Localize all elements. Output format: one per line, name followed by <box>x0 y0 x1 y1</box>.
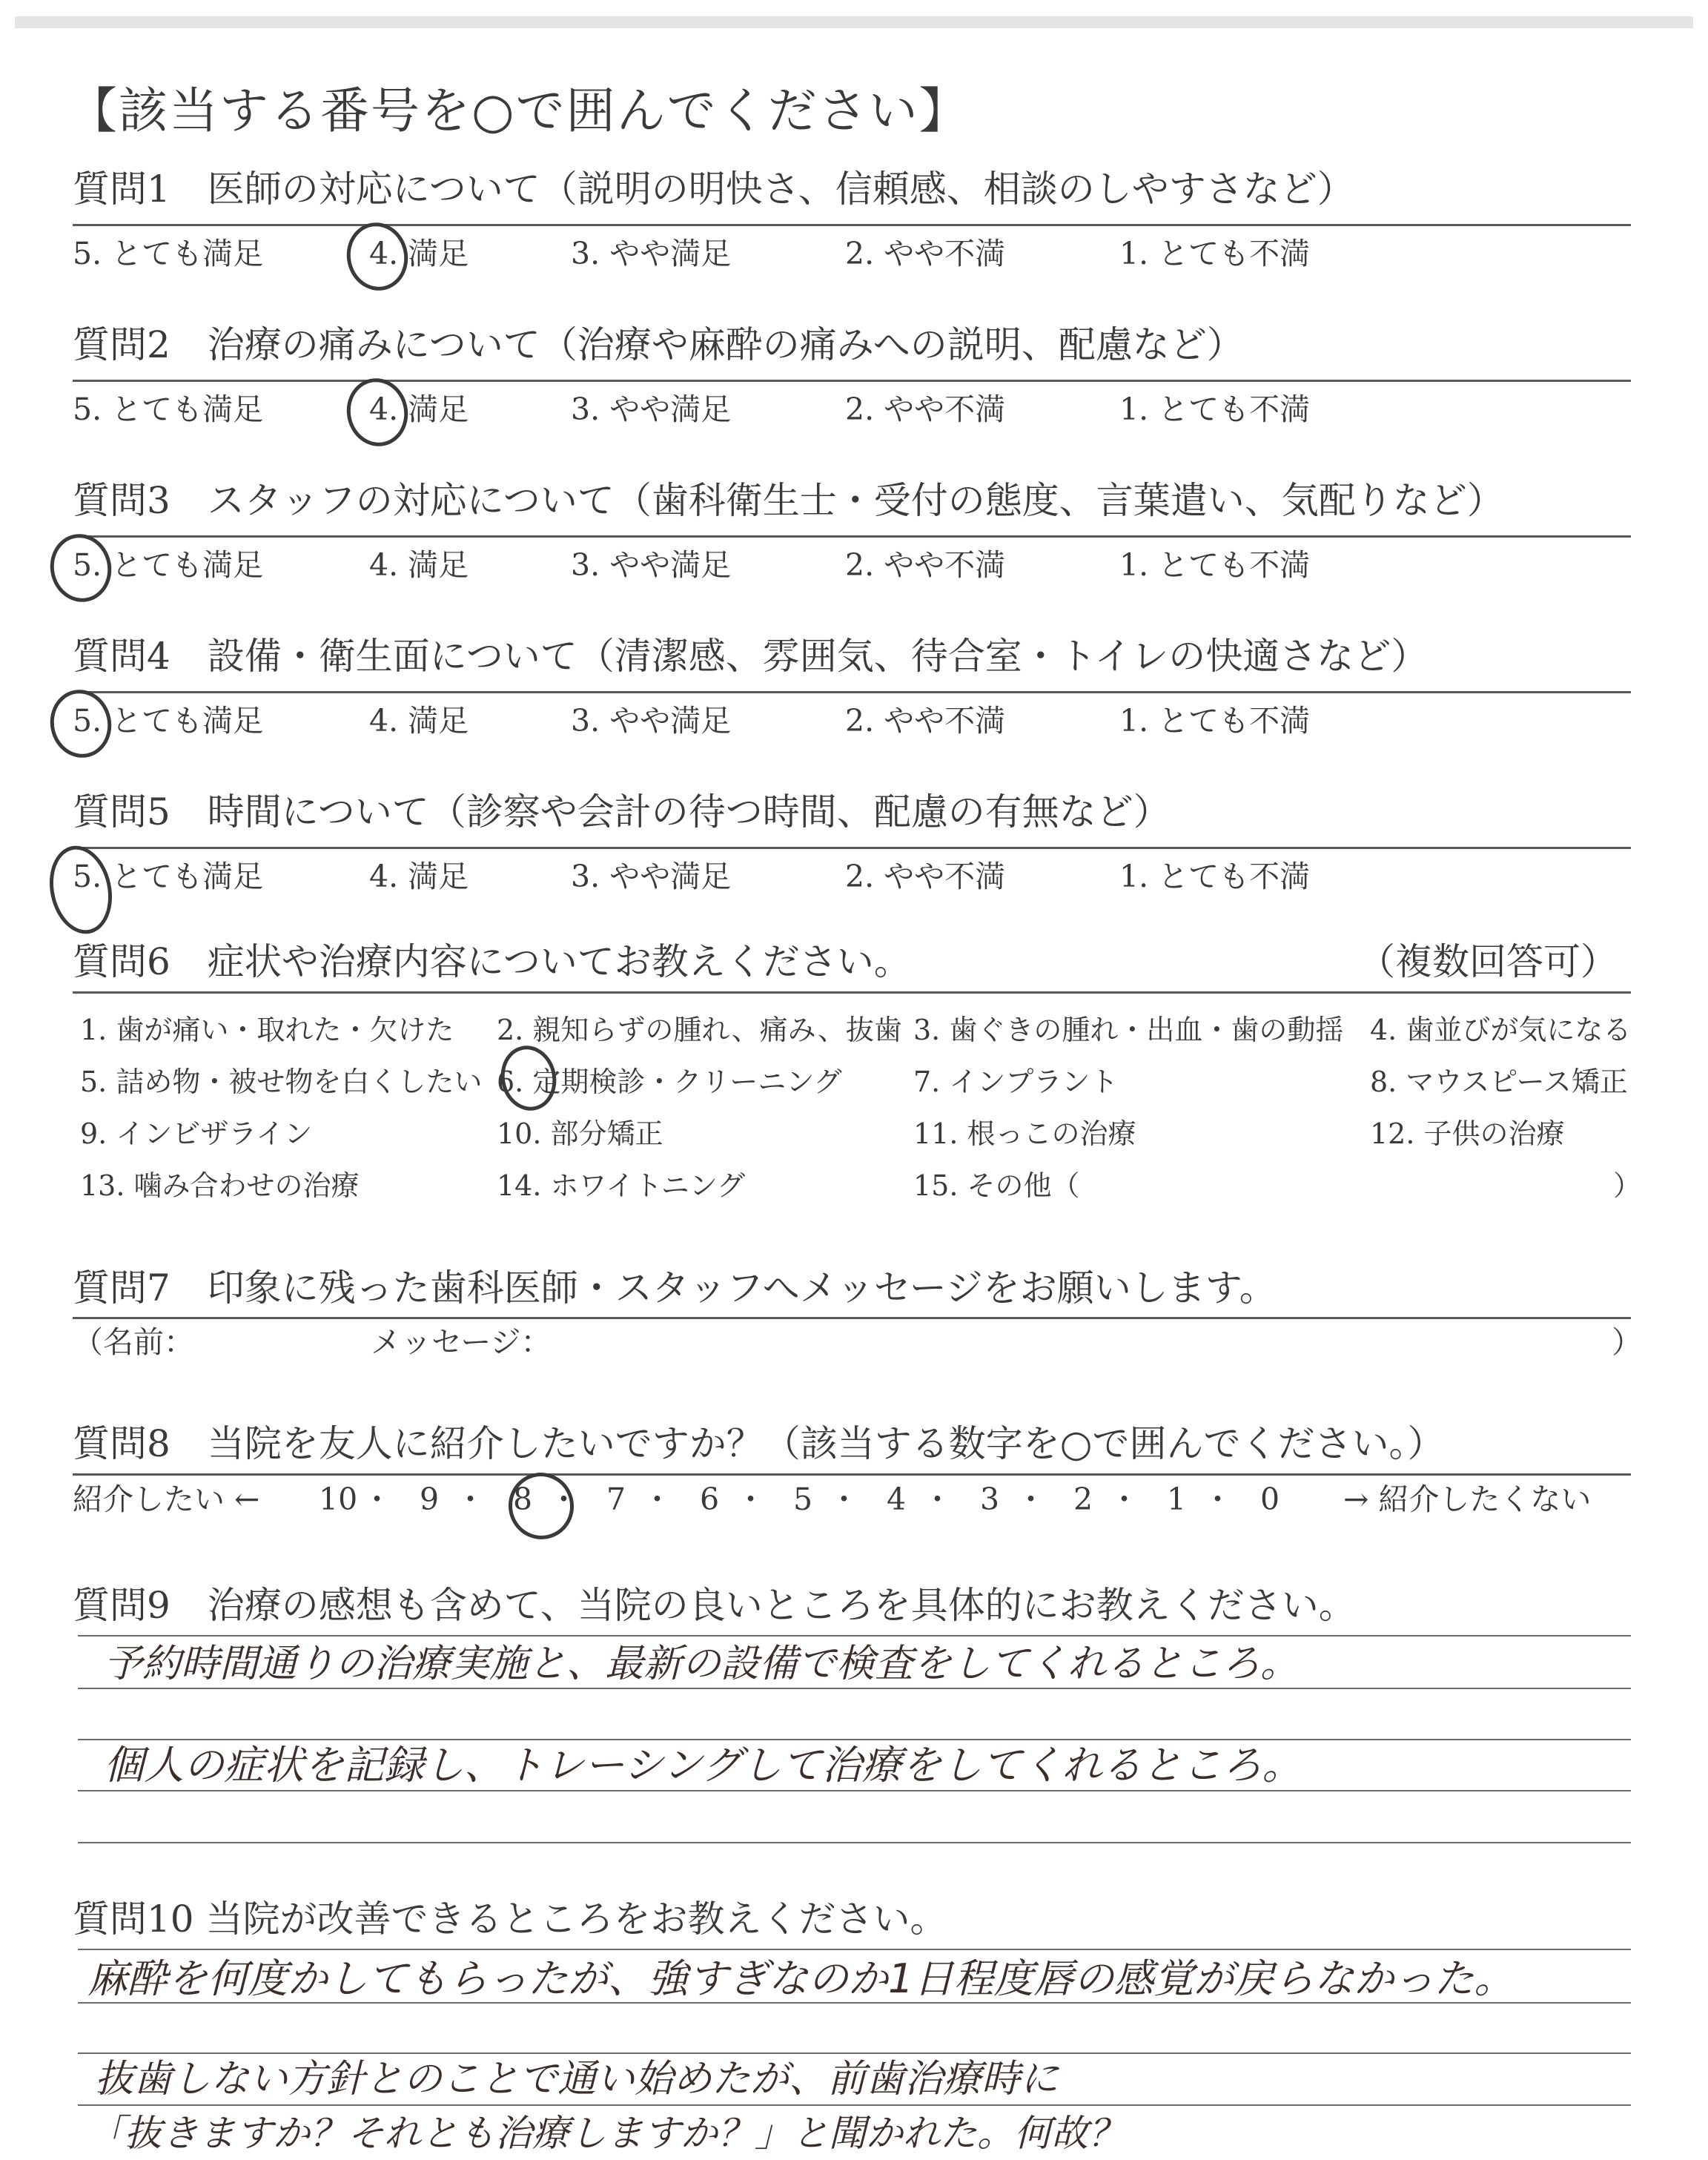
q3-answer-circle[interactable] <box>44 528 117 607</box>
scan-top-edge <box>15 16 1693 28</box>
q8-score-6[interactable]: 6 <box>700 1482 720 1517</box>
q4-option-5[interactable]: 5. とても満足 <box>73 703 264 739</box>
q6-option-5[interactable]: 5. 詰め物・被せ物を白くしたい <box>80 1066 483 1098</box>
q8-separator: ・ <box>362 1482 392 1517</box>
q10-title: 質問10 当院が改善できるところをお教えください。 <box>73 1898 947 1941</box>
q2-option-5[interactable]: 5. とても満足 <box>73 392 264 427</box>
q10-rule-4 <box>78 2104 1631 2106</box>
q10-rule-3 <box>78 2052 1631 2054</box>
q7-message-label: メッセージ： <box>371 1324 552 1360</box>
q7-close-paren: ） <box>1612 1324 1642 1360</box>
q8-score-1[interactable]: 1 <box>1167 1482 1187 1517</box>
q8-score-7[interactable]: 7 <box>606 1482 626 1517</box>
q4-underline <box>73 691 1631 693</box>
q5-title: 質問5 時間について（診察や会計の待つ時間、配慮の有無など） <box>73 790 1171 833</box>
q1-option-1[interactable]: 1. とても不満 <box>1119 236 1311 271</box>
q1-answer-circle[interactable] <box>340 217 414 296</box>
q9-title: 質問9 治療の感想も含めて、当院の良いところを具体的にお教えください。 <box>73 1584 1356 1627</box>
q6-underline <box>73 991 1631 994</box>
q1-option-3[interactable]: 3. やや満足 <box>571 236 732 271</box>
q2-option-3[interactable]: 3. やや満足 <box>571 392 732 427</box>
q3-option-1[interactable]: 1. とても不満 <box>1119 547 1311 583</box>
q8-separator: ・ <box>455 1482 486 1517</box>
q1-title: 質問1 医師の対応について（説明の明快さ、信頼感、相談のしやすさなど） <box>73 168 1354 211</box>
q9-rule-3 <box>78 1739 1631 1740</box>
q3-option-5[interactable]: 5. とても満足 <box>73 547 264 583</box>
q8-underline <box>73 1473 1631 1476</box>
q2-title: 質問2 治療の痛みについて（治療や麻酔の痛みへの説明、配慮など） <box>73 323 1244 366</box>
q8-answer-circle[interactable] <box>503 1467 580 1545</box>
q6-option-13[interactable]: 13. 噛み合わせの治療 <box>80 1169 360 1202</box>
q6-answer-circle[interactable] <box>495 1040 563 1115</box>
q1-option-2[interactable]: 2. やや不満 <box>845 236 1006 271</box>
q9-answer-line-2[interactable]: 個人の症状を記録し、トレーシングして治療をしてくれるところ。 <box>104 1742 1302 1789</box>
q8-score-9[interactable]: 9 <box>420 1482 440 1517</box>
q8-left-label: 紹介したい ← <box>73 1482 260 1517</box>
q10-answer-line-2[interactable]: 抜歯しない方針とのことで通い始めたが、前歯治療時に <box>95 2057 1059 2101</box>
q4-title: 質問4 設備・衛生面について（清潔感、雰囲気、待合室・トイレの快適さなど） <box>73 635 1429 678</box>
q1-option-5[interactable]: 5. とても満足 <box>73 236 264 271</box>
q7-title: 質問7 印象に残った歯科医師・スタッフへメッセージをお願いします。 <box>73 1266 1277 1309</box>
q9-rule-5 <box>78 1842 1631 1843</box>
q9-rule-2 <box>78 1688 1631 1689</box>
q6-option-4[interactable]: 4. 歯並びが気になる <box>1370 1014 1632 1046</box>
q8-separator: ・ <box>1016 1482 1046 1517</box>
q4-option-4[interactable]: 4. 満足 <box>369 703 469 739</box>
q2-answer-circle[interactable] <box>340 372 414 452</box>
q10-rule-2 <box>78 2002 1631 2004</box>
q6-option-11[interactable]: 11. 根っこの治療 <box>913 1117 1136 1150</box>
q6-other-close-paren: ） <box>1613 1169 1642 1202</box>
q10-answer-line-3[interactable]: 「抜きますか？それとも治療しますか？」と聞かれた。何故？ <box>87 2112 1125 2155</box>
q8-separator: ・ <box>549 1482 579 1517</box>
q8-separator: ・ <box>922 1482 953 1517</box>
q5-underline <box>73 847 1631 849</box>
q8-separator: ・ <box>642 1482 672 1517</box>
q6-option-3[interactable]: 3. 歯ぐきの腫れ・出血・歯の動揺 <box>913 1014 1344 1046</box>
q8-score-0[interactable]: 0 <box>1260 1482 1280 1517</box>
q8-separator: ・ <box>1202 1482 1233 1517</box>
q8-score-8[interactable]: 8 <box>513 1482 533 1517</box>
q6-option-8[interactable]: 8. マウスピース矯正 <box>1370 1066 1628 1098</box>
q2-option-4[interactable]: 4. 満足 <box>369 392 469 427</box>
q3-underline <box>73 535 1631 538</box>
q5-option-2[interactable]: 2. やや不満 <box>845 859 1006 894</box>
q10-answer-line-1[interactable]: 麻酔を何度かしてもらったが、強すぎなのか1日程度唇の感覚が戻らなかった。 <box>87 1955 1515 2002</box>
q6-option-6[interactable]: 6. 定期検診・クリーニング <box>497 1066 842 1098</box>
q1-option-4[interactable]: 4. 満足 <box>369 236 469 271</box>
q4-option-2[interactable]: 2. やや不満 <box>845 703 1006 739</box>
q6-option-10[interactable]: 10. 部分矯正 <box>497 1117 663 1150</box>
q2-option-1[interactable]: 1. とても不満 <box>1119 392 1311 427</box>
q10-rule-1 <box>78 1949 1631 1950</box>
q9-rule-4 <box>78 1790 1631 1791</box>
q4-option-1[interactable]: 1. とても不満 <box>1119 703 1311 739</box>
q8-separator: ・ <box>1109 1482 1139 1517</box>
q6-option-7[interactable]: 7. インプラント <box>913 1066 1119 1098</box>
q8-score-5[interactable]: 5 <box>793 1482 813 1517</box>
q8-separator: ・ <box>735 1482 766 1517</box>
q2-option-2[interactable]: 2. やや不満 <box>845 392 1006 427</box>
q5-answer-circle[interactable] <box>42 840 119 939</box>
q9-answer-line-1[interactable]: 予約時間通りの治療実施と、最新の設備で検査をしてくれるところ。 <box>104 1642 1300 1686</box>
q6-title: 質問6 症状や治療内容についてお教えください。 <box>73 940 911 983</box>
q6-option-15[interactable]: 15. その他（ <box>913 1169 1080 1202</box>
q8-score-10[interactable]: 10 <box>319 1482 358 1517</box>
q3-title: 質問3 スタッフの対応について（歯科衛生士・受付の態度、言葉遣い、気配りなど） <box>73 479 1504 522</box>
q6-note: （複数回答可） <box>1358 940 1618 983</box>
q4-option-3[interactable]: 3. やや満足 <box>571 703 732 739</box>
q8-score-2[interactable]: 2 <box>1073 1482 1093 1517</box>
q5-option-3[interactable]: 3. やや満足 <box>571 859 732 894</box>
q3-option-3[interactable]: 3. やや満足 <box>571 547 732 583</box>
q9-rule-1 <box>78 1635 1631 1636</box>
q7-name-label: （名前： <box>73 1324 194 1360</box>
q6-option-14[interactable]: 14. ホワイトニング <box>497 1169 746 1202</box>
q6-option-9[interactable]: 9. インビザライン <box>80 1117 313 1150</box>
q1-underline <box>73 224 1631 226</box>
q7-underline <box>73 1317 1631 1319</box>
q8-score-3[interactable]: 3 <box>980 1482 1000 1517</box>
q8-right-label: → 紹介したくない <box>1343 1482 1592 1517</box>
q6-option-2[interactable]: 2. 親知らずの腫れ、痛み、抜歯 <box>497 1014 902 1046</box>
q5-option-4[interactable]: 4. 満足 <box>369 859 469 894</box>
q3-option-2[interactable]: 2. やや不満 <box>845 547 1006 583</box>
q6-option-1[interactable]: 1. 歯が痛い・取れた・欠けた <box>80 1014 454 1046</box>
page-heading: 【該当する番号を○で囲んでください】 <box>68 82 970 139</box>
q5-option-1[interactable]: 1. とても不満 <box>1119 859 1311 894</box>
q3-option-4[interactable]: 4. 満足 <box>369 547 469 583</box>
q5-option-5[interactable]: 5. とても満足 <box>73 859 264 894</box>
q2-underline <box>73 380 1631 382</box>
q8-score-4[interactable]: 4 <box>887 1482 907 1517</box>
q6-option-12[interactable]: 12. 子供の治療 <box>1370 1117 1565 1150</box>
q4-answer-circle[interactable] <box>44 684 117 763</box>
q8-title: 質問8 当院を友人に紹介したいですか？（該当する数字を○で囲んでください。） <box>73 1422 1445 1465</box>
q8-separator: ・ <box>829 1482 859 1517</box>
